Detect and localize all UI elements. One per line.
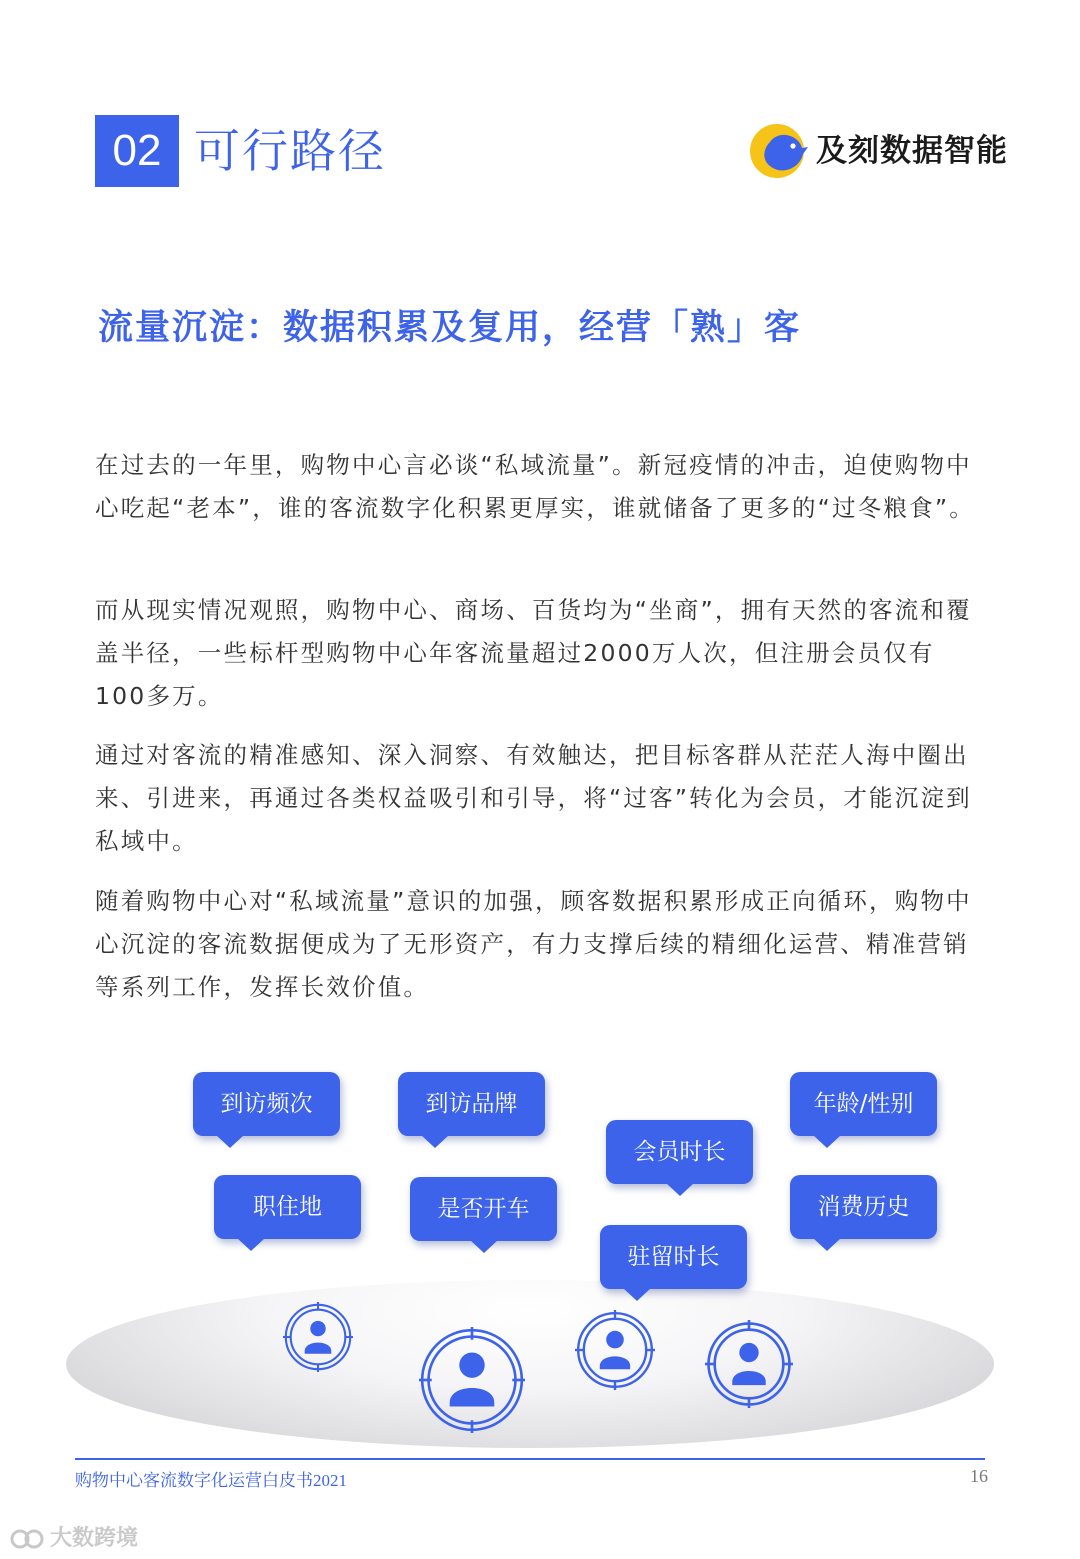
tag-membership-duration: 会员时长 [606, 1120, 753, 1184]
brand-logo [748, 120, 1023, 182]
platform-ellipse [66, 1280, 994, 1448]
user-target-icon [419, 1327, 525, 1433]
user-target-icon [283, 1302, 353, 1372]
headline: 流量沉淀：数据积累及复用，经营「熟」客 [98, 308, 802, 348]
user-target-icon [705, 1320, 793, 1408]
tag-dwell-time: 驻留时长 [600, 1225, 747, 1289]
tag-consumption-history: 消费历史 [790, 1175, 937, 1239]
brand-logo-text: 及刻数据智能 [816, 133, 1008, 169]
user-target-icon [575, 1310, 655, 1390]
watermark-icon [10, 1524, 44, 1554]
section-title: 可行路径 [194, 124, 386, 178]
tag-drives-car: 是否开车 [410, 1177, 557, 1241]
watermark [10, 1524, 150, 1554]
brand-logo-icon [748, 120, 810, 182]
watermark-text: 大数跨境 [50, 1526, 139, 1551]
paragraph-3: 通过对客流的精准感知、深入洞察、有效触达，把目标客群从茫茫人海中圈出来、引进来，再通过各类权益吸引和引导，将“过客”转化为会员，才能沉淀到私域中。 [95, 741, 972, 855]
section-number-box: 02 [95, 115, 179, 187]
paragraph-2: 而从现实情况观照，购物中心、商场、百货均为“坐商”，拥有天然的客流和覆盖半径，一些标杆型购物中心年客流量超过2000万人次，但注册会员仅有100多万。 [95, 596, 972, 710]
paragraph-4: 随着购物中心对“私域流量”意识的加强，顾客数据积累形成正向循环，购物中心沉淀的客流数据便成为了无形资产，有力支撑后续的精细化运营、精准营销等系列工作，发挥长效价值。 [95, 887, 972, 1001]
paragraph-1: 在过去的一年里，购物中心言必谈“私域流量”。新冠疫情的冲击，迫使购物中心吃起“老本”，谁的客流数字化积累更厚实，谁就储备了更多的“过冬粮食”。 [95, 451, 975, 522]
tag-age-gender: 年龄/性别 [790, 1072, 937, 1136]
tag-visited-brands: 到访品牌 [398, 1072, 545, 1136]
tag-residence-workplace: 职住地 [214, 1175, 361, 1239]
page-number: 16 [970, 1466, 988, 1486]
footer-divider [75, 1458, 985, 1460]
footer-doc-title: 购物中心客流数字化运营白皮书2021 [75, 1471, 347, 1490]
tag-visit-frequency: 到访频次 [193, 1072, 340, 1136]
